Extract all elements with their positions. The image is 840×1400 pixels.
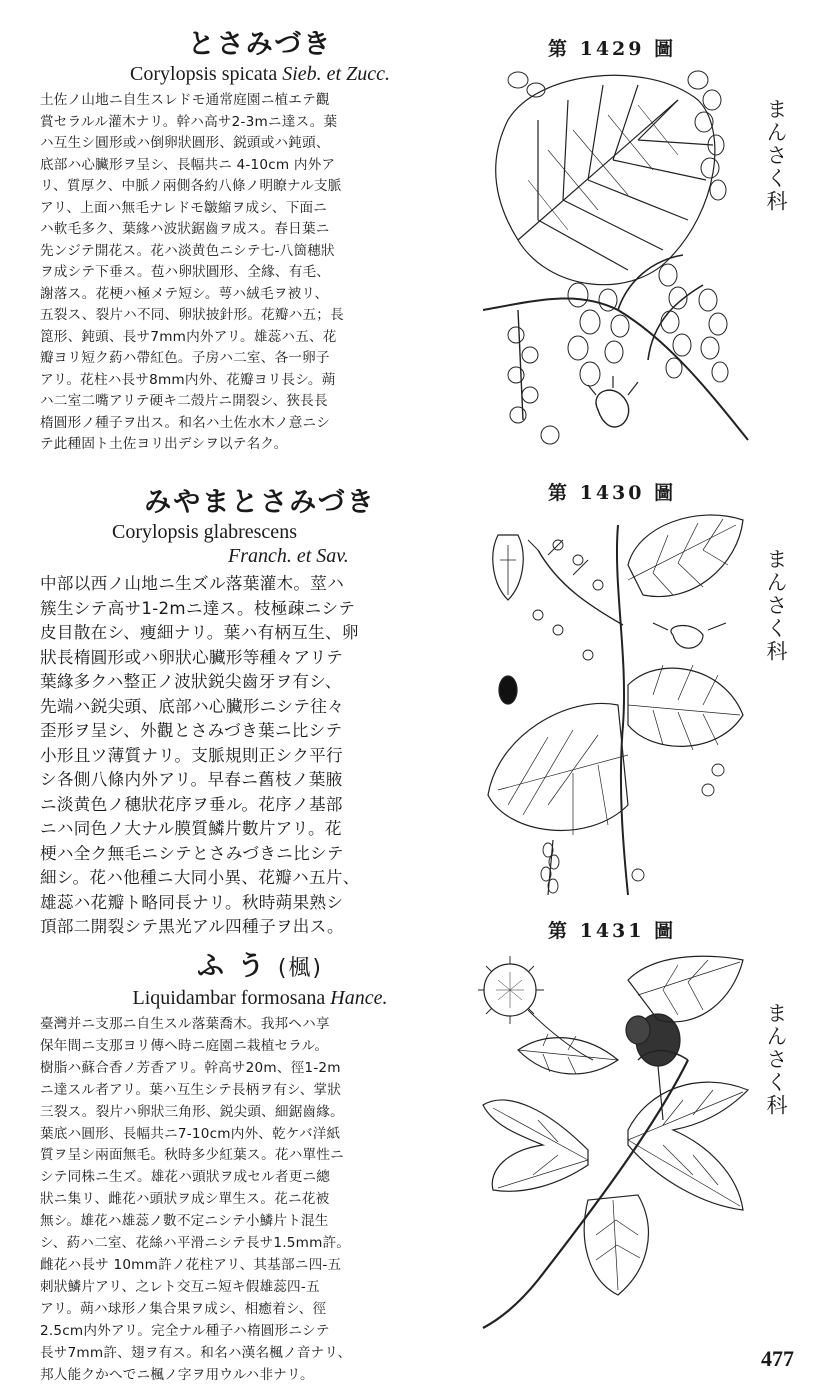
latin-author: Franch. et Sav.: [228, 545, 349, 567]
liquidambar-formosana-illustration: [478, 950, 758, 1330]
latin-name-line: [40, 62, 480, 86]
entry-title-kanji: (楓): [277, 956, 323, 981]
text-line: 梗ハ全ク無毛ニシテとさみづきニ比シテ: [40, 843, 344, 863]
text-line: 樹脂ハ蘇合香ノ芳香アリ。幹高サ20m、徑1-2m: [40, 1059, 341, 1076]
corylopsis-glabrescens-illustration: [478, 505, 754, 900]
text-line: ハ軟毛多ク、葉緣ハ波狀鋸齒ヲ成ス。春日葉ニ: [40, 221, 330, 237]
text-line: 五裂ス、裂片ハ不同、卵狀披針形。花瓣ハ五；長: [40, 307, 344, 323]
corylopsis-spicata-illustration: [478, 60, 754, 450]
latin-name: Corylopsis spicata: [130, 63, 278, 85]
figure-label: 第 1429 圖: [548, 38, 677, 60]
page-number: 477: [761, 1346, 794, 1371]
entry-description: [40, 572, 480, 940]
text-line: 箆形、鈍頭、長サ7mm内外アリ。雄蕊ハ五、花: [40, 328, 337, 345]
text-line: 雌花ハ長サ 10mm許ノ花柱アリ、其基部ニ四-五: [40, 1256, 342, 1273]
text-line: 雄蕊ハ花瓣ト略同長ナリ。秋時蒴果熟シ: [40, 892, 344, 912]
entry-title: みやまとさみづき: [144, 487, 376, 518]
text-line: アリ。蒴ハ球形ノ集合果ヲ成シ、相癒着シ、徑: [40, 1300, 327, 1317]
text-line: 邦人能クかへでニ楓ノ字ヲ用ウルハ非ナリ。: [40, 1366, 314, 1383]
family-label: まんさく科: [764, 548, 788, 663]
text-line: 長サ7mm許、翅ヲ有ス。和名ハ漢名楓ノ音ナリ、: [40, 1344, 352, 1361]
text-line: ハ互生シ圓形或ハ倒卵狀圓形、鋭頭或ハ鈍頭、: [40, 135, 330, 151]
text-line: テ此種固ト土佐ヨリ出デシヲ以テ名ク。: [40, 436, 288, 452]
text-line: 土佐ノ山地ニ自生スレドモ通常庭園ニ植エテ觀: [40, 92, 330, 108]
latin-author: Hance.: [330, 987, 388, 1009]
text-line: 簇生シテ高サ1-2mニ達ス。枝極疎ニシテ: [40, 598, 356, 618]
text-line: 歪形ヲ呈シ、外觀とさみづき葉ニ比シテ: [40, 721, 343, 740]
figure-label: 第 1431 圖: [548, 920, 677, 942]
text-line: 賞セラルル灌木ナリ。幹ハ高サ2-3mニ達ス。葉: [40, 113, 338, 130]
family-label: まんさく科: [764, 1002, 788, 1117]
latin-author: Sieb. et Zucc.: [282, 63, 390, 85]
text-line: 先端ハ鋭尖頭、底部ハ心臟形ニシテ往々: [40, 696, 345, 716]
text-line: 小形且ツ薄質ナリ。支脈規則正シク平行: [40, 745, 343, 765]
entry-title: [40, 950, 480, 986]
text-line: 三裂ス。裂片ハ卵狀三角形、鋭尖頭、細鋸齒緣。: [40, 1103, 344, 1120]
text-line: 狀ニ集リ、雌花ハ頭狀ヲ成シ單生ス。花ニ花被: [40, 1191, 330, 1208]
latin-author-line: [40, 544, 480, 568]
entry-description: [40, 1014, 480, 1386]
text-line: 質ヲ呈シ兩面無毛。秋時多少紅葉ス。花ハ單性ニ: [40, 1147, 344, 1164]
entry-description: [40, 90, 480, 456]
text-line: ハ二室二嘴アリテ硬キ二殻片ニ開裂シ、狹長長: [40, 393, 328, 409]
text-line: 皮目散在シ、痩細ナリ。葉ハ有柄互生、卵: [40, 623, 359, 642]
text-line: 細シ。花ハ他種ニ大同小異、花瓣ハ五片、: [40, 868, 360, 887]
latin-name: Liquidambar formosana: [132, 987, 326, 1009]
family-label: まんさく科: [764, 98, 788, 213]
entry-title-kana: ふ う: [197, 951, 267, 982]
entry-tosamizuki: [40, 28, 480, 456]
text-line: アリ、上面ハ無毛ナレドモ皺縮ヲ成シ、下面ニ: [40, 199, 328, 216]
text-line: シ、葯ハ二室、花絲ハ平滑ニシテ長サ1.5mm許。: [40, 1235, 351, 1252]
figure-label: 第 1430 圖: [548, 482, 677, 504]
latin-name-line: [40, 986, 480, 1010]
text-line: シテ同株ニ生ズ。雄花ハ頭狀ヲ成セル者更ニ總: [40, 1169, 331, 1186]
entry-title: とさみづき: [187, 29, 333, 60]
text-line: 葉緣多クハ整正ノ波狀鋭尖齒牙ヲ有シ、: [40, 672, 342, 691]
text-line: ニ達スル者アリ。葉ハ互生シテ長柄ヲ有シ、掌狀: [40, 1081, 342, 1098]
text-line: 先ンジテ開花ス。花ハ淡黄色ニシテ七-八箇穗狀: [40, 242, 335, 259]
text-line: 刺狀鱗片アリ、之レト交互ニ短キ假雄蕊四-五: [40, 1278, 320, 1295]
text-line: 瓣ヨリ短ク葯ハ帶紅色。子房ハ二室、各一卵子: [40, 350, 330, 366]
text-line: ニ淡黄色ノ穗狀花序ヲ垂ル。花序ノ基部: [40, 794, 343, 814]
text-line: 2.5cm内外アリ。完全ナル種子ハ楕圓形ニシテ: [40, 1322, 330, 1339]
text-line: 楕圓形ノ種子ヲ出ス。和名ハ土佐水木ノ意ニシ: [40, 414, 331, 431]
text-line: 臺灣并ニ支那ニ自生スル落葉喬木。我邦ヘハ享: [40, 1016, 330, 1032]
text-line: ヲ成シテ下垂ス。苞ハ卵狀圓形、全緣、有毛、: [40, 264, 331, 280]
latin-name: Corylopsis glabrescens: [112, 521, 297, 543]
entry-miyamatosamizuki: [40, 486, 480, 940]
text-line: 頂部二開裂シテ黒光アル四種子ヲ出ス。: [40, 917, 344, 936]
text-line: 中部以西ノ山地ニ生ズル落葉灌木。莖ハ: [40, 574, 345, 593]
entry-fuu: [40, 950, 480, 1386]
latin-name-line: [40, 520, 480, 544]
text-line: 保年間ニ支那ヨリ傳ヘ時ニ庭園ニ栽植セラル。: [40, 1037, 329, 1054]
text-line: 謝落ス。花梗ハ極メテ短シ。萼ハ絨毛ヲ被リ、: [40, 285, 329, 302]
text-line: 葉底ハ圓形、長幅共ニ7-10cm内外、乾ケバ洋紙: [40, 1125, 341, 1142]
text-line: アリ。花柱ハ長サ8mm内外、花瓣ヨリ長シ。蒴: [40, 371, 336, 388]
text-line: ニハ同色ノ大ナル膜質鱗片數片アリ。花: [40, 819, 342, 838]
text-line: 無シ。雄花ハ雄蕊ノ數不定ニシテ小鱗片ト混生: [40, 1213, 329, 1230]
text-line: リ、質厚ク、中脈ノ兩側各約八條ノ明瞭ナル支脈: [40, 178, 342, 194]
text-line: シ各側八條内外アリ。早春ニ舊枝ノ葉腋: [40, 770, 343, 789]
text-line: 狀長楕圓形或ハ卵狀心臟形等種々アリテ: [40, 647, 344, 667]
text-line: 底部ハ心臟形ヲ呈シ、長幅共ニ 4-10cm 内外ア: [40, 156, 336, 173]
